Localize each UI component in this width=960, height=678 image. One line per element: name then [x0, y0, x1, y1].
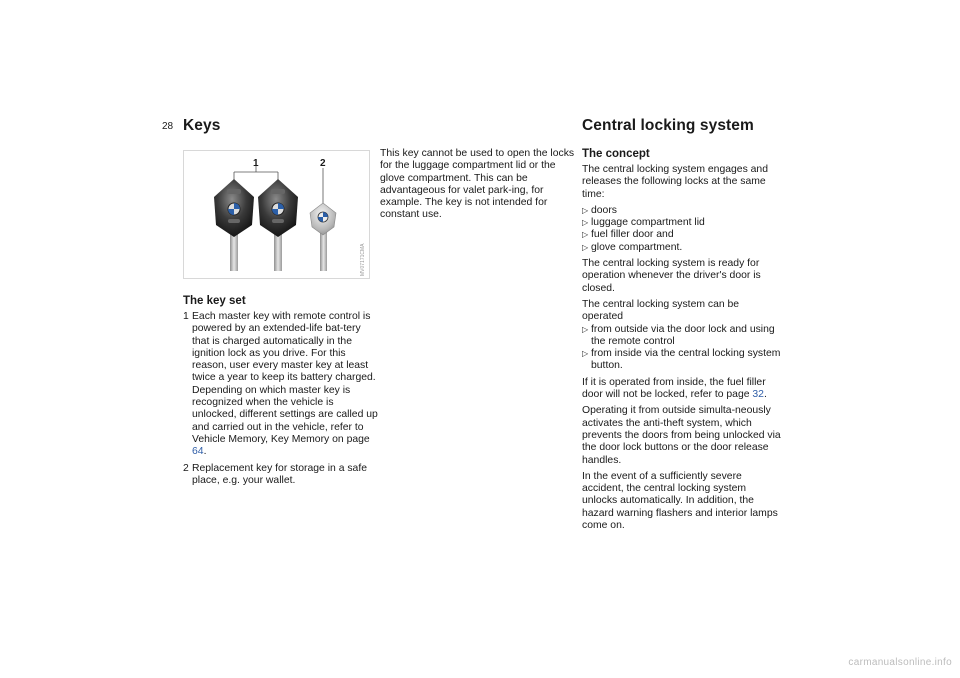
valet-key-paragraph: This key cannot be used to open the locks for the luggage compartment lid or the glove compartment. This can be advantageous for valet park-ing, for example. The key is not intended for constant use. [380, 148, 575, 221]
list-item: ▷ doors [582, 204, 617, 216]
key-set-list [183, 311, 378, 487]
locks-list [582, 205, 782, 254]
concept-heading: The concept [582, 148, 650, 160]
central-locking-body [582, 164, 782, 536]
figure-label-1: 1 [253, 158, 259, 169]
outside-paragraph: Operating it from outside simulta-neously activates the anti-theft system, which prevents the doors from being unlocked via the door lock buttons or the door release handles. [582, 405, 781, 466]
key-set-figure [183, 150, 370, 279]
page-link[interactable]: 32 [752, 389, 764, 401]
watermark: carmanualsonline.info [848, 657, 952, 668]
key-set-list-block [183, 311, 378, 491]
operated-list [582, 324, 782, 373]
accident-paragraph: In the event of a sufficiently severe accident, the central locking system unlocks automatically. In addition, the hazard warning flashers and interior lamps come on. [582, 470, 778, 532]
inside-paragraph: If it is operated from inside, the fuel filler door will not be locked, refer to page 32. [582, 376, 767, 401]
list-item: 2 Replacement key for storage in a safe place, e.g. your wallet. [183, 462, 368, 486]
central-locking-title: Central locking system [582, 117, 754, 134]
operated-paragraph: The central locking system can be operated [582, 298, 740, 323]
ready-paragraph: The central locking system is ready for operation whenever the driver's door is closed. [582, 258, 761, 294]
list-item: ▷ fuel filler door and [582, 229, 674, 241]
replacement-key-icon [310, 203, 336, 271]
figure-label-2: 2 [320, 158, 326, 169]
key-set-heading: The key set [183, 295, 246, 307]
page-number: 28 [162, 121, 174, 132]
keys-title: Keys [183, 117, 221, 134]
list-item: ▷ luggage compartment lid [582, 217, 705, 229]
list-item: ▷ glove compartment. [582, 241, 683, 253]
keys-illustration [184, 151, 369, 278]
list-item: ▷ from inside via the central locking system button. [582, 348, 781, 372]
intro-paragraph: The central locking system engages and releases the following locks at the same time: [582, 164, 768, 200]
figure-code: MV07171CMA [360, 243, 366, 276]
list-item: ▷ from outside via the door lock and using the remote control [582, 323, 775, 347]
page-link[interactable]: 64 [192, 446, 204, 458]
list-item: 1 Each master key with remote control is powered by an extended-life bat-tery that is charged automatically in the ignition lock as you drive. For this reason, user every master key at least twice a year to keep its battery charged. Depending on which master key is recognized when the vehicle is unlocked, different settings are called up and carried out in the vehicle, refer to Vehicle Memory, Key Memory on page 64. [183, 311, 378, 458]
master-key-icon [214, 179, 254, 271]
master-key-icon [258, 179, 298, 271]
